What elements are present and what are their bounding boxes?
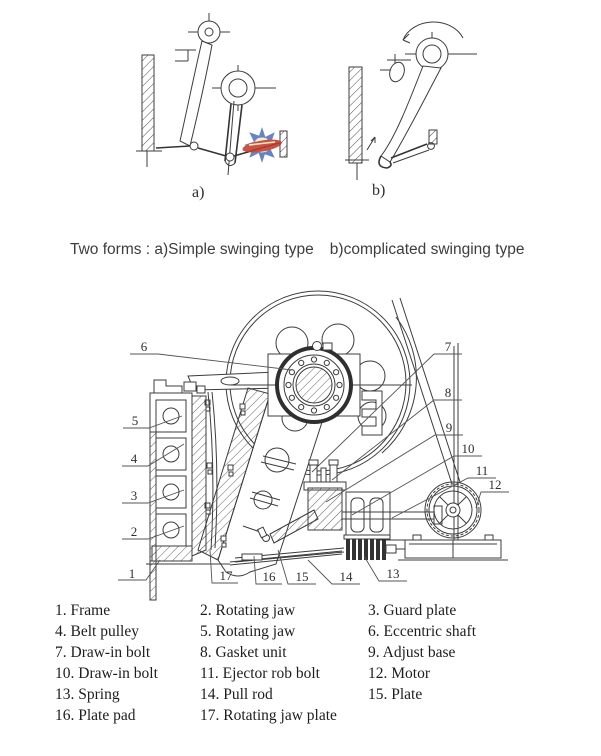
part-item: 4. Belt pulley — [55, 623, 139, 640]
part-item: 6. Eccentric shaft — [368, 623, 477, 640]
part-item: 11. Ejector rob bolt — [200, 665, 320, 682]
swing-jaw-plate — [180, 41, 212, 146]
callout-13: 13 — [386, 566, 400, 581]
callout-17: 17 — [219, 568, 233, 583]
parts-row — [55, 642, 585, 663]
parts-row — [55, 621, 585, 642]
part-item: 14. Pull rod — [200, 686, 273, 703]
caption-left: Two forms : a)Simple swinging type — [70, 241, 314, 258]
connecting-rod — [225, 101, 242, 175]
figure-caption — [70, 241, 590, 259]
parts-row — [55, 684, 585, 705]
part-item: 3. Guard plate — [368, 602, 457, 619]
callout-10: 10 — [461, 441, 475, 456]
motor — [398, 482, 508, 560]
spring — [344, 535, 410, 560]
part-item: 2. Rotating jaw — [200, 602, 296, 619]
callout-11: 11 — [475, 463, 489, 478]
figure-a-simple-swinging-diagram — [130, 5, 300, 185]
fixed-jaw-wall — [345, 67, 375, 180]
callout-3: 3 — [130, 488, 138, 503]
jaw-crusher-diagram — [80, 288, 525, 606]
motor-base — [398, 535, 508, 560]
callout-14: 14 — [339, 569, 353, 584]
part-item: 15. Plate — [368, 686, 423, 703]
callout-7: 7 — [444, 339, 452, 354]
callout-6: 6 — [140, 339, 148, 354]
part-item: 1. Frame — [55, 602, 111, 619]
callout-16: 16 — [262, 569, 276, 584]
parts-list — [55, 600, 585, 726]
eccentric-circle — [212, 65, 276, 111]
fixed-jaw-frame — [146, 380, 230, 600]
callout-12: 12 — [488, 477, 502, 492]
callout-8: 8 — [444, 385, 452, 400]
part-item: 5. Rotating jaw — [200, 623, 296, 640]
part-item: 12. Motor — [368, 665, 430, 682]
parts-row — [55, 705, 585, 726]
part-item: 9. Adjust base — [368, 644, 456, 661]
part-item: 8. Gasket unit — [200, 644, 287, 661]
callout-2: 2 — [130, 524, 138, 539]
part-item: 7. Draw-in bolt — [55, 644, 151, 661]
part-item: 17. Rotating jaw plate — [200, 707, 337, 724]
part-item: 10. Draw-in bolt — [55, 665, 158, 682]
figure-a-label: a) — [192, 184, 205, 201]
callout-1: 1 — [128, 566, 136, 581]
callout-5: 5 — [131, 413, 139, 428]
caption-right: b)complicated swinging type — [329, 241, 525, 258]
watermark-logo — [242, 127, 283, 163]
parts-row — [55, 663, 585, 684]
fixed-jaw-wall — [136, 55, 162, 167]
callout-15: 15 — [295, 569, 309, 584]
figure-b-label: b) — [372, 182, 386, 199]
part-item: 13. Spring — [55, 686, 120, 703]
callout-9: 9 — [445, 420, 453, 435]
part-item: 16. Plate pad — [55, 707, 136, 724]
callout-4: 4 — [130, 451, 138, 466]
swing-jaw-body — [379, 66, 441, 168]
parts-row — [55, 600, 585, 621]
figure-b-complicated-swinging-diagram — [335, 10, 500, 200]
